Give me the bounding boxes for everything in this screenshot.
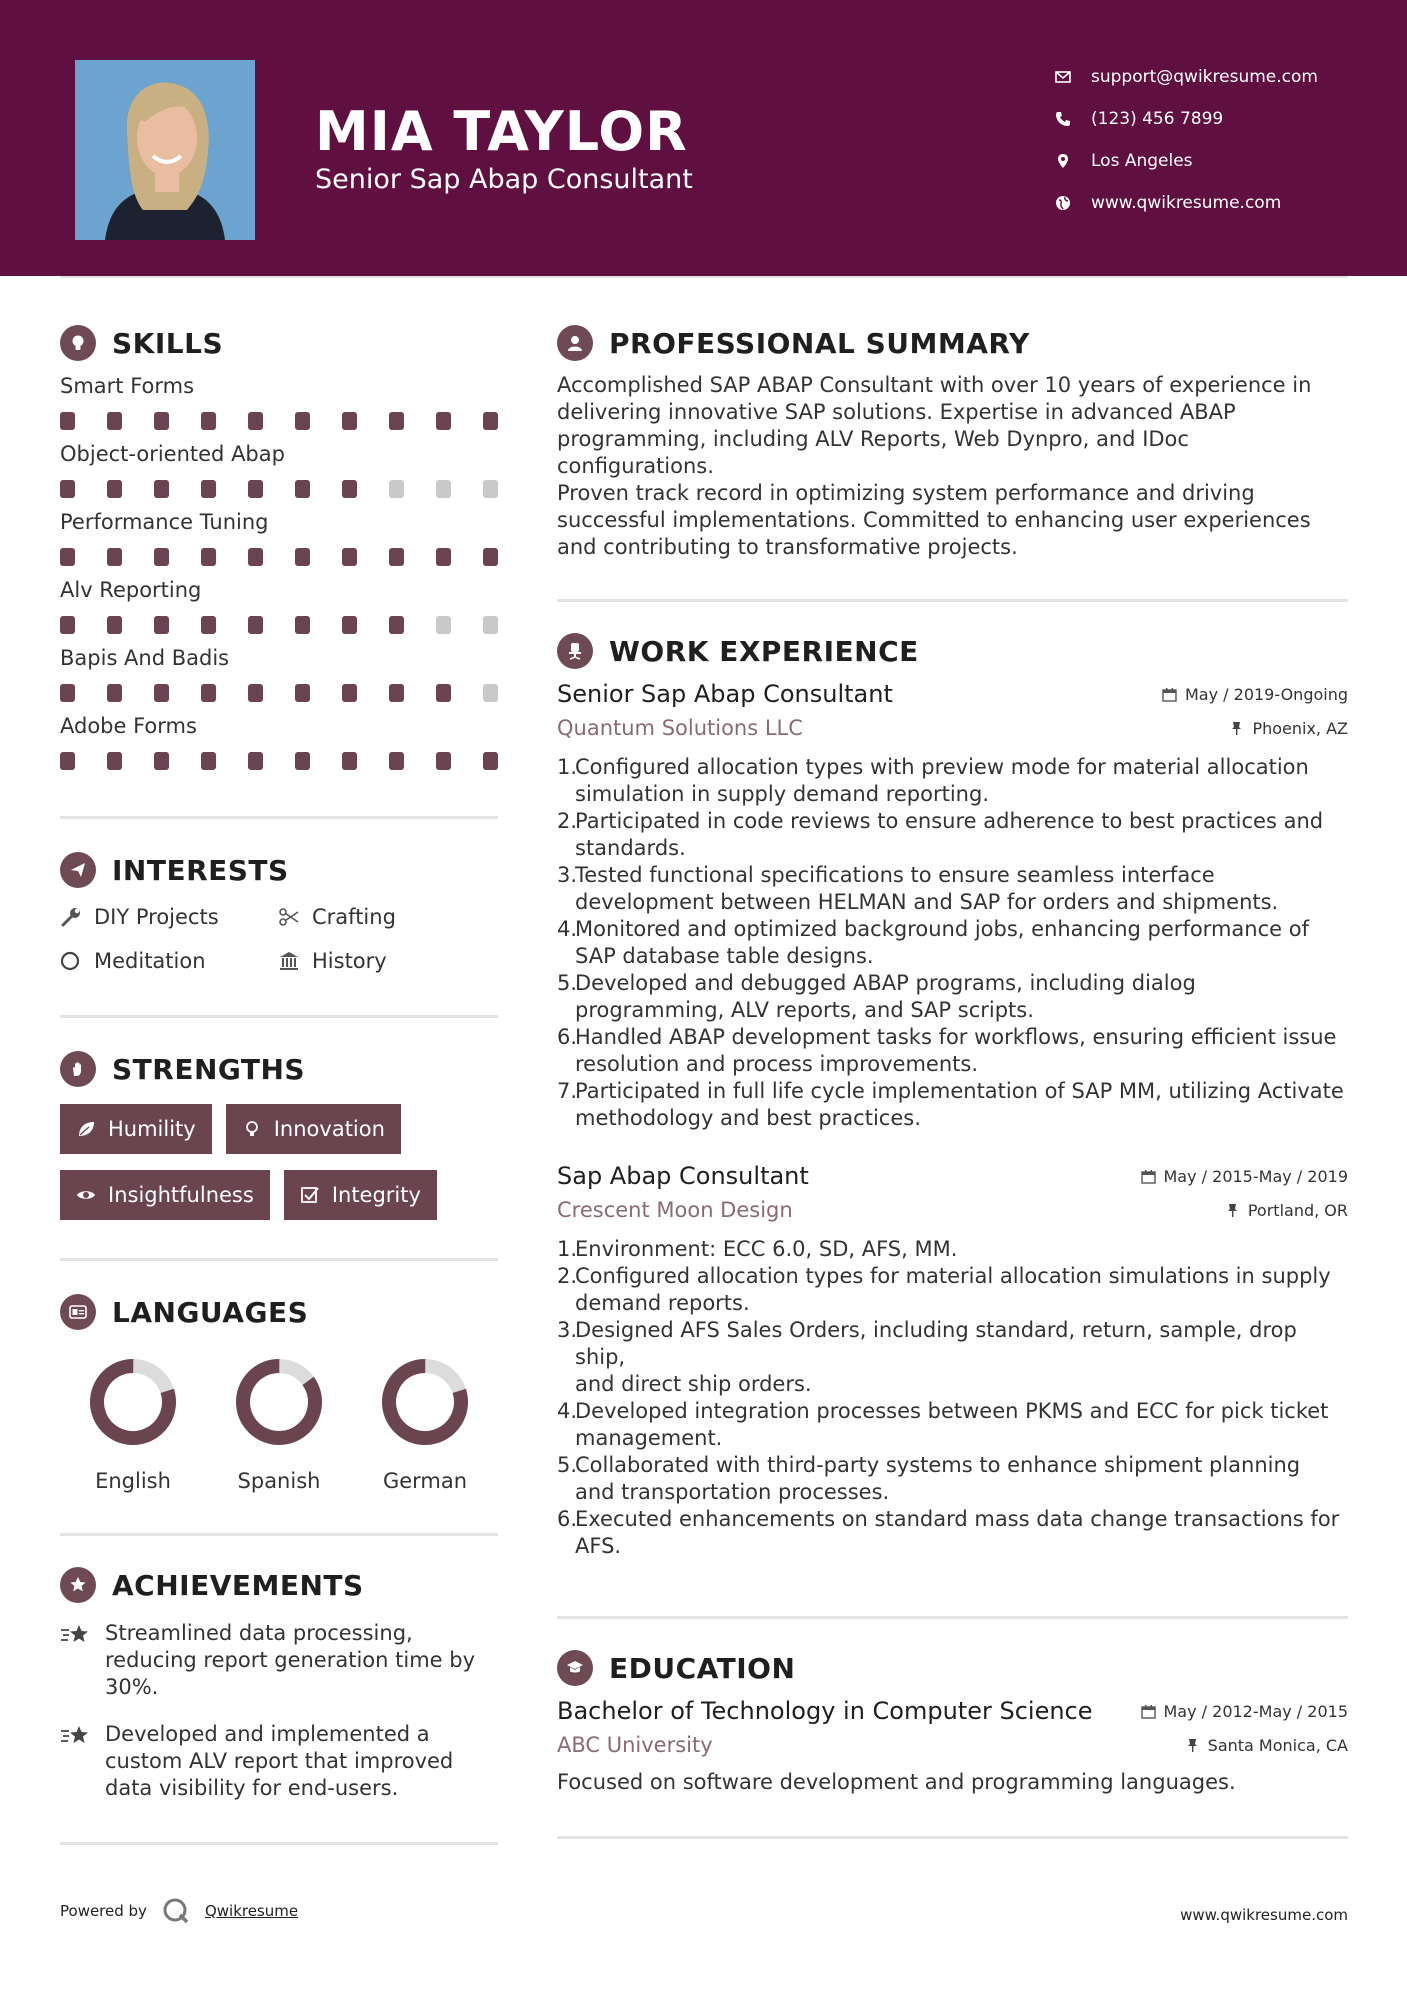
rating-dot-filled bbox=[201, 480, 216, 498]
contact-phone[interactable] bbox=[1055, 98, 1318, 140]
bullet-line: Configured allocation types for material allocation simulations in supply bbox=[575, 1264, 1331, 1288]
summary-heading bbox=[557, 322, 1348, 364]
language-item bbox=[206, 1357, 352, 1493]
rating-dot-filled bbox=[483, 548, 498, 566]
language-ring bbox=[88, 1357, 178, 1447]
rating-dot-filled bbox=[248, 548, 263, 566]
summary-line: successful implementations. Committed to enhancing user experiences bbox=[557, 508, 1311, 532]
skill-name: Smart Forms bbox=[60, 374, 195, 398]
job-bullet bbox=[557, 1398, 1348, 1452]
qwikresume-logo-icon bbox=[161, 1896, 191, 1926]
education-description: Focused on software development and programming languages. bbox=[557, 1770, 1236, 1794]
strength-label: Humility bbox=[108, 1117, 196, 1141]
bullet-number: 3. bbox=[557, 1318, 578, 1342]
experience-heading bbox=[557, 630, 1348, 672]
strength-label: Insightfulness bbox=[108, 1183, 254, 1207]
language-ring-fill bbox=[88, 1357, 178, 1447]
powered-by-label: Powered by bbox=[60, 1902, 147, 1920]
education-title: EDUCATION bbox=[609, 1651, 796, 1685]
job-bullet bbox=[557, 808, 1348, 862]
interests-list bbox=[60, 903, 498, 975]
pin-icon bbox=[1225, 1203, 1240, 1218]
contact-email[interactable] bbox=[1055, 56, 1318, 98]
job-bullet bbox=[557, 1024, 1348, 1078]
job-dates bbox=[1162, 685, 1348, 704]
interest-label: Crafting bbox=[312, 905, 396, 929]
contact-email-text: support@qwikresume.com bbox=[1091, 67, 1318, 87]
experience-title: WORK EXPERIENCE bbox=[609, 634, 919, 668]
skill-item bbox=[60, 714, 498, 772]
skill-item bbox=[60, 646, 498, 704]
rating-dot-filled bbox=[60, 684, 75, 702]
check-square-icon bbox=[300, 1185, 332, 1205]
rating-dot-filled bbox=[154, 480, 169, 498]
rating-dot-filled bbox=[154, 684, 169, 702]
rating-dot-filled bbox=[295, 412, 310, 430]
job-company: Quantum Solutions LLC bbox=[557, 716, 803, 740]
skill-name: Alv Reporting bbox=[60, 578, 202, 602]
skills-title: SKILLS bbox=[112, 326, 224, 360]
education-location-text: Santa Monica, CA bbox=[1207, 1735, 1348, 1755]
strengths-title: STRENGTHS bbox=[112, 1052, 306, 1086]
rating-dot-filled bbox=[389, 684, 404, 702]
education-header bbox=[557, 1697, 1348, 1725]
job-bullet bbox=[557, 1452, 1348, 1506]
language-ring-fill bbox=[380, 1357, 470, 1447]
education-location bbox=[1185, 1736, 1348, 1755]
rating-dot-empty bbox=[389, 480, 404, 498]
language-ring bbox=[234, 1357, 324, 1447]
bullet-line: Environment: ECC 6.0, SD, AFS, MM. bbox=[575, 1237, 958, 1261]
job-company: Crescent Moon Design bbox=[557, 1198, 793, 1222]
strength-label: Innovation bbox=[273, 1117, 385, 1141]
bullet-number: 4. bbox=[557, 917, 578, 941]
rating-dot-filled bbox=[107, 616, 122, 634]
job-bullet bbox=[557, 1078, 1348, 1132]
rating-dot-filled bbox=[60, 480, 75, 498]
skill-item bbox=[60, 510, 498, 568]
qwikresume-link[interactable]: Qwikresume bbox=[204, 1902, 299, 1920]
education-degree: Bachelor of Technology in Computer Science bbox=[557, 1697, 1093, 1725]
language-ring-fill bbox=[234, 1357, 324, 1447]
rating-dot-filled bbox=[295, 752, 310, 770]
rating-dot-filled bbox=[295, 616, 310, 634]
strength-tag bbox=[60, 1170, 270, 1220]
bullet-line: and transportation processes. bbox=[575, 1480, 890, 1504]
lightbulb-icon bbox=[60, 325, 96, 361]
bullet-line: methodology and best practices. bbox=[575, 1106, 921, 1130]
job-bullet bbox=[557, 754, 1348, 808]
bullet-line: management. bbox=[575, 1426, 723, 1450]
bullet-line: Designed AFS Sales Orders, including standard, return, sample, drop ship, bbox=[575, 1318, 1297, 1369]
job-bullets bbox=[557, 1236, 1348, 1560]
interest-item bbox=[278, 903, 498, 931]
bullet-number: 5. bbox=[557, 1453, 578, 1477]
bullet-number: 2. bbox=[557, 1264, 578, 1288]
interest-label: History bbox=[312, 949, 387, 973]
bullet-line: Developed and debugged ABAP programs, including dialog bbox=[575, 971, 1196, 995]
strength-tag bbox=[284, 1170, 437, 1220]
job-bullet bbox=[557, 1236, 1348, 1263]
achievements-heading bbox=[60, 1564, 498, 1606]
strength-tag bbox=[226, 1104, 401, 1154]
rating-dot-filled bbox=[436, 548, 451, 566]
section-divider bbox=[60, 1533, 498, 1536]
bullet-number: 6. bbox=[557, 1025, 578, 1049]
section-divider bbox=[557, 1616, 1348, 1619]
interest-label: Meditation bbox=[94, 949, 206, 973]
rating-dot-filled bbox=[154, 548, 169, 566]
rating-dot-filled bbox=[436, 752, 451, 770]
skill-rating bbox=[60, 548, 498, 568]
graduate-icon bbox=[557, 1650, 593, 1686]
calendar-icon bbox=[1141, 1704, 1156, 1719]
contact-list bbox=[1055, 56, 1318, 224]
rating-dot-filled bbox=[107, 548, 122, 566]
language-name: Spanish bbox=[237, 1469, 321, 1493]
achievement-item bbox=[60, 1620, 498, 1701]
skill-item bbox=[60, 442, 498, 500]
section-divider bbox=[60, 1015, 498, 1018]
skill-rating bbox=[60, 412, 498, 432]
achievement-text bbox=[105, 1721, 453, 1802]
rating-dot-filled bbox=[154, 412, 169, 430]
job-entry bbox=[557, 1162, 1348, 1560]
skill-rating bbox=[60, 684, 498, 704]
rating-dot-filled bbox=[389, 412, 404, 430]
circle-icon bbox=[60, 950, 94, 972]
bullet-line: Tested functional specifications to ensure seamless interface bbox=[575, 863, 1215, 887]
contact-website[interactable] bbox=[1055, 182, 1318, 224]
rating-dot-filled bbox=[107, 480, 122, 498]
rating-dot-empty bbox=[483, 684, 498, 702]
education-dates-text: May / 2012-May / 2015 bbox=[1163, 1701, 1348, 1721]
contact-phone-text: (123) 456 7899 bbox=[1091, 109, 1224, 129]
bullet-number: 6. bbox=[557, 1507, 578, 1531]
rating-dot-filled bbox=[389, 752, 404, 770]
bullet-line: Participated in full life cycle implementation of SAP MM, utilizing Activate bbox=[575, 1079, 1344, 1103]
rating-dot-filled bbox=[60, 412, 75, 430]
location-icon bbox=[1055, 153, 1091, 169]
bullet-line: Developed integration processes between PKMS and ECC for pick ticket bbox=[575, 1399, 1329, 1423]
bullet-number: 5. bbox=[557, 971, 578, 995]
rating-dot-filled bbox=[342, 480, 357, 498]
calendar-icon bbox=[1162, 687, 1177, 702]
rating-dot-filled bbox=[60, 616, 75, 634]
section-divider bbox=[60, 1258, 498, 1261]
bullet-line: SAP database table designs. bbox=[575, 944, 874, 968]
rating-dot-filled bbox=[107, 752, 122, 770]
user-icon bbox=[557, 325, 593, 361]
bullet-line: standards. bbox=[575, 836, 686, 860]
job-bullets bbox=[557, 754, 1348, 1132]
bullet-number: 7. bbox=[557, 1079, 578, 1103]
rating-dot-filled bbox=[60, 752, 75, 770]
skill-name: Object-oriented Abap bbox=[60, 442, 285, 466]
achievement-text bbox=[105, 1620, 475, 1701]
language-ring bbox=[380, 1357, 470, 1447]
email-icon bbox=[1055, 69, 1091, 85]
rating-dot-filled bbox=[342, 684, 357, 702]
strengths-heading bbox=[60, 1048, 498, 1090]
education-school: ABC University bbox=[557, 1733, 713, 1757]
bullet-line: Configured allocation types with preview mode for material allocation bbox=[575, 755, 1309, 779]
rating-dot-filled bbox=[483, 412, 498, 430]
summary-line: delivering innovative SAP solutions. Expertise in advanced ABAP bbox=[557, 400, 1236, 424]
job-header bbox=[557, 1162, 1348, 1190]
skill-name: Bapis And Badis bbox=[60, 646, 230, 670]
bullet-line: Monitored and optimized background jobs, enhancing performance of bbox=[575, 917, 1309, 941]
wrench-icon bbox=[60, 906, 94, 928]
shooting-star-icon bbox=[60, 1620, 105, 1701]
bullet-line: Collaborated with third-party systems to enhance shipment planning bbox=[575, 1453, 1301, 1477]
star-badge-icon bbox=[60, 1567, 96, 1603]
resume-header bbox=[0, 0, 1407, 276]
language-name: German bbox=[382, 1469, 468, 1493]
achievement-line: data visibility for end-users. bbox=[105, 1776, 399, 1800]
languages-list bbox=[60, 1357, 498, 1493]
bullet-line: simulation in supply demand reporting. bbox=[575, 782, 989, 806]
right-column bbox=[557, 322, 1348, 1839]
achievement-line: reducing report generation time by bbox=[105, 1648, 476, 1672]
contact-location bbox=[1055, 140, 1318, 182]
summary-title: PROFESSIONAL SUMMARY bbox=[609, 326, 1030, 360]
rating-dot-filled bbox=[154, 616, 169, 634]
summary-line: Accomplished SAP ABAP Consultant with over 10 years of experience in bbox=[557, 373, 1312, 397]
paper-plane-icon bbox=[60, 852, 96, 888]
strength-label: Integrity bbox=[331, 1183, 421, 1207]
rating-dot-filled bbox=[201, 684, 216, 702]
eye-icon bbox=[76, 1185, 108, 1205]
achievements-list bbox=[60, 1620, 498, 1802]
section-divider bbox=[60, 1842, 498, 1845]
candidate-role: Senior Sap Abap Consultant bbox=[315, 164, 693, 195]
pin-icon bbox=[1185, 1738, 1200, 1753]
header-divider bbox=[60, 276, 1348, 278]
achievement-line: Streamlined data processing, bbox=[105, 1621, 413, 1645]
language-name: English bbox=[95, 1469, 171, 1493]
rating-dot-filled bbox=[342, 412, 357, 430]
strength-tag bbox=[60, 1104, 212, 1154]
rating-dot-filled bbox=[342, 616, 357, 634]
leaf-icon bbox=[76, 1119, 108, 1139]
job-dates-text: May / 2015-May / 2019 bbox=[1163, 1166, 1348, 1186]
language-item bbox=[352, 1357, 498, 1493]
rating-dot-filled bbox=[295, 684, 310, 702]
shooting-star-icon bbox=[60, 1721, 105, 1802]
job-entry bbox=[557, 680, 1348, 1132]
rating-dot-filled bbox=[436, 412, 451, 430]
footer-powered-by bbox=[60, 1896, 298, 1926]
profile-photo bbox=[75, 60, 255, 240]
skill-name: Performance Tuning bbox=[60, 510, 269, 534]
bullet-line: resolution and process improvements. bbox=[575, 1052, 979, 1076]
bullet-line: and direct ship orders. bbox=[575, 1372, 812, 1396]
rating-dot-filled bbox=[342, 548, 357, 566]
rating-dot-filled bbox=[248, 480, 263, 498]
rating-dot-filled bbox=[248, 616, 263, 634]
rating-dot-filled bbox=[248, 752, 263, 770]
bullet-number: 3. bbox=[557, 863, 578, 887]
rating-dot-filled bbox=[201, 616, 216, 634]
candidate-name: MIA TAYLOR bbox=[315, 100, 688, 163]
education-dates bbox=[1141, 1702, 1349, 1721]
globe-icon bbox=[1055, 195, 1091, 211]
bullet-line: demand reports. bbox=[575, 1291, 750, 1315]
rating-dot-filled bbox=[295, 548, 310, 566]
achievements-title: ACHIEVEMENTS bbox=[112, 1568, 364, 1602]
job-location-text: Phoenix, AZ bbox=[1252, 718, 1348, 738]
museum-icon bbox=[278, 950, 312, 972]
education-heading bbox=[557, 1647, 1348, 1689]
calendar-icon bbox=[1141, 1169, 1156, 1184]
interest-label: DIY Projects bbox=[94, 905, 219, 929]
bullet-number: 1. bbox=[557, 1237, 578, 1261]
strengths-list bbox=[60, 1104, 498, 1220]
interest-item bbox=[60, 903, 278, 931]
skills-list bbox=[60, 374, 498, 772]
language-card-icon bbox=[60, 1294, 96, 1330]
skill-rating bbox=[60, 480, 498, 500]
rating-dot-filled bbox=[483, 752, 498, 770]
section-divider bbox=[60, 816, 498, 819]
lightbulb-icon bbox=[242, 1119, 274, 1139]
bullet-line: Executed enhancements on standard mass data change transactions for bbox=[575, 1507, 1340, 1531]
rating-dot-filled bbox=[436, 684, 451, 702]
job-dates bbox=[1141, 1167, 1349, 1186]
language-item bbox=[60, 1357, 206, 1493]
rating-dot-filled bbox=[389, 616, 404, 634]
education-entry bbox=[557, 1697, 1348, 1796]
languages-title: LANGUAGES bbox=[112, 1295, 309, 1329]
rating-dot-empty bbox=[483, 616, 498, 634]
interest-item bbox=[60, 947, 278, 975]
interests-title: INTERESTS bbox=[112, 853, 289, 887]
contact-location-text: Los Angeles bbox=[1091, 151, 1193, 171]
pin-icon bbox=[1229, 721, 1244, 736]
job-bullet bbox=[557, 1506, 1348, 1560]
summary-text bbox=[557, 372, 1348, 561]
rating-dot-filled bbox=[201, 412, 216, 430]
job-location bbox=[1225, 1201, 1348, 1220]
skill-item bbox=[60, 578, 498, 636]
languages-heading bbox=[60, 1291, 498, 1333]
rating-dot-filled bbox=[201, 548, 216, 566]
job-location bbox=[1229, 719, 1348, 738]
bullet-line: Handled ABAP development tasks for workflows, ensuring efficient issue bbox=[575, 1025, 1337, 1049]
bullet-line: development between HELMAN and SAP for orders and shipments. bbox=[575, 890, 1279, 914]
skills-heading bbox=[60, 322, 498, 364]
job-location-text: Portland, OR bbox=[1247, 1200, 1348, 1220]
job-bullet bbox=[557, 916, 1348, 970]
rating-dot-filled bbox=[248, 412, 263, 430]
rating-dot-filled bbox=[201, 752, 216, 770]
achievement-line: 30%. bbox=[105, 1675, 159, 1699]
rating-dot-empty bbox=[436, 616, 451, 634]
hand-icon bbox=[60, 1051, 96, 1087]
section-divider bbox=[557, 1836, 1348, 1839]
bullet-line: programming, ALV reports, and SAP scripts. bbox=[575, 998, 1034, 1022]
interests-heading bbox=[60, 849, 498, 891]
education-subheader bbox=[557, 1733, 1348, 1757]
skill-name: Adobe Forms bbox=[60, 714, 197, 738]
rating-dot-empty bbox=[483, 480, 498, 498]
bullet-number: 4. bbox=[557, 1399, 578, 1423]
rating-dot-filled bbox=[342, 752, 357, 770]
bullet-line: AFS. bbox=[575, 1534, 622, 1558]
summary-line: and contributing to transformative projects. bbox=[557, 535, 1018, 559]
rating-dot-filled bbox=[107, 412, 122, 430]
job-bullet bbox=[557, 1317, 1348, 1398]
rating-dot-filled bbox=[389, 548, 404, 566]
rating-dot-filled bbox=[248, 684, 263, 702]
skill-rating bbox=[60, 752, 498, 772]
section-divider bbox=[557, 599, 1348, 602]
skill-item bbox=[60, 374, 498, 432]
job-subheader bbox=[557, 716, 1348, 740]
job-title: Sap Abap Consultant bbox=[557, 1162, 809, 1190]
job-bullet bbox=[557, 970, 1348, 1024]
summary-line: programming, including ALV Reports, Web Dynpro, and IDoc configurations. bbox=[557, 427, 1189, 478]
achievement-item bbox=[60, 1721, 498, 1802]
rating-dot-filled bbox=[154, 752, 169, 770]
rating-dot-filled bbox=[107, 684, 122, 702]
job-title: Senior Sap Abap Consultant bbox=[557, 680, 893, 708]
job-bullet bbox=[557, 862, 1348, 916]
achievement-line: Developed and implemented a bbox=[105, 1722, 430, 1746]
rating-dot-empty bbox=[436, 480, 451, 498]
scissors-icon bbox=[278, 906, 312, 928]
contact-website-text: www.qwikresume.com bbox=[1091, 193, 1282, 213]
footer-website[interactable]: www.qwikresume.com bbox=[1180, 1906, 1348, 1924]
bullet-line: Participated in code reviews to ensure adherence to best practices and bbox=[575, 809, 1324, 833]
interest-item bbox=[278, 947, 498, 975]
job-dates-text: May / 2019-Ongoing bbox=[1185, 684, 1348, 704]
summary-line: Proven track record in optimizing system performance and driving bbox=[557, 481, 1255, 505]
job-header bbox=[557, 680, 1348, 708]
job-bullet bbox=[557, 1263, 1348, 1317]
job-subheader bbox=[557, 1198, 1348, 1222]
bullet-number: 1. bbox=[557, 755, 578, 779]
left-column bbox=[60, 322, 498, 1845]
rating-dot-filled bbox=[295, 480, 310, 498]
office-chair-icon bbox=[557, 633, 593, 669]
achievement-line: custom ALV report that improved bbox=[105, 1749, 454, 1773]
rating-dot-filled bbox=[60, 548, 75, 566]
phone-icon bbox=[1055, 111, 1091, 127]
skill-rating bbox=[60, 616, 498, 636]
bullet-number: 2. bbox=[557, 809, 578, 833]
